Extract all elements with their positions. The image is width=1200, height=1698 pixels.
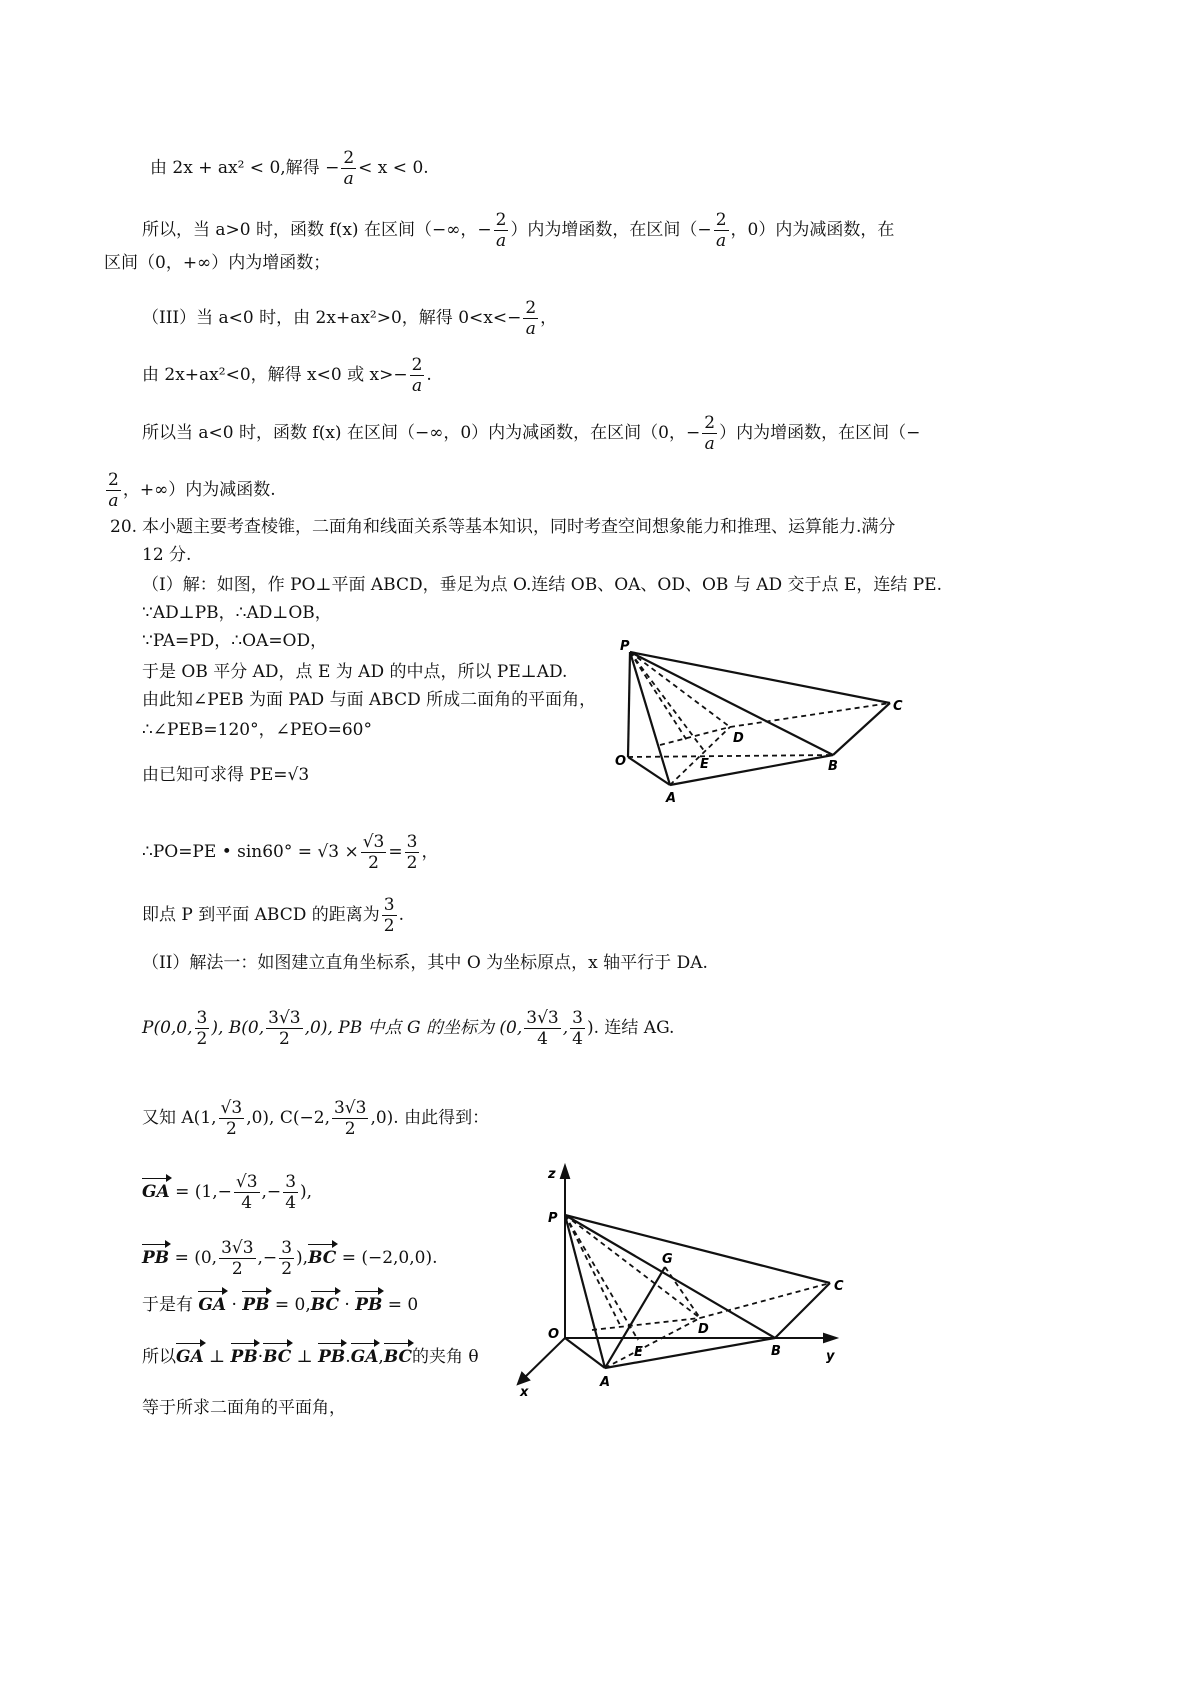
fraction: $\frac{2}{a}$: [704, 413, 716, 454]
part3-line2: 由 2x+ax²<0，解得 x<0 或 x>− $\frac{2}{a}$ .: [142, 355, 432, 396]
fig1-label-c: C: [893, 699, 903, 714]
fig2-label-o: O: [548, 1327, 560, 1342]
fig1-label-b: B: [828, 759, 838, 774]
fraction: $\frac{√3}{2}$: [220, 1098, 243, 1139]
fig1-label-d: D: [733, 731, 744, 746]
fraction: $\frac{√3}{2}$: [362, 832, 385, 873]
fig1-label-a: A: [666, 791, 677, 806]
q20-step1: （I）解：如图，作 PO⊥平面 ABCD，垂足为点 O.连结 OB、OA、OD、OB 与 AD 交于点 E，连结 PE.: [142, 575, 942, 595]
part2-line3: 区间（0，+∞）内为增函数；: [104, 253, 331, 273]
fig2-label-b: B: [771, 1344, 781, 1359]
fig1-label-p: P: [620, 639, 630, 654]
q20-step3: ∵PA=PD，∴OA=OD，: [142, 631, 328, 651]
fraction: $\frac{3√3}{2}$: [221, 1238, 254, 1279]
part3-line3: 所以当 a<0 时，函数 f(x) 在区间（−∞，0）内为减函数，在区间（0，− $\frac{2}{a}$ ）内为增函数，在区间（−: [142, 413, 921, 454]
q20-step5: 由此知∠PEB 为面 PAD 与面 ABCD 所成二面角的平面角，: [142, 690, 597, 710]
part2-line2: 所以，当 a>0 时，函数 f(x) 在区间（−∞，− $\frac{2}{a}$ ）内为增函数，在区间（− $\frac{2}{a}$ ，0）内为减函数，在: [142, 210, 895, 251]
fig2-label-e: E: [634, 1345, 643, 1360]
fraction: $\frac{2}{a}$: [108, 470, 119, 511]
q20-method1: （II）解法一：如图建立直角坐标系，其中 O 为坐标原点，x 轴平行于 DA.: [142, 953, 708, 973]
fraction: $\frac{3}{4}$: [285, 1172, 297, 1213]
q20-conclusion: 等于所求二面角的平面角，: [142, 1398, 346, 1418]
perpendicular-statement: 所以GA ⊥ PB·BC ⊥ PB.GA,BC的夹角 θ: [142, 1347, 479, 1367]
fig2-label-g: G: [662, 1252, 673, 1267]
q20-step2: ∵AD⊥PB，∴AD⊥OB，: [142, 603, 332, 623]
fraction: $\frac{2}{a}$: [715, 210, 727, 251]
fig1-label-o: O: [615, 754, 627, 769]
fig2-label-p: P: [548, 1211, 558, 1226]
part3-line1: （III）当 a<0 时，由 2x+ax²>0，解得 0<x<− $\frac{2}{a}$ ，: [142, 298, 558, 339]
fig2-label-c: C: [834, 1279, 844, 1294]
fraction: $\frac{3}{2}$: [383, 895, 395, 936]
fraction: $\frac{3}{2}$: [406, 832, 418, 873]
fraction: $\frac{3}{2}$: [281, 1238, 293, 1279]
q20-step6: ∴∠PEB=120°，∠PEO=60°: [142, 720, 372, 740]
fig2-label-x: x: [520, 1385, 529, 1400]
fig2-label-y: y: [826, 1349, 835, 1364]
fraction: $\frac{3√3}{2}$: [333, 1098, 367, 1139]
q20-number: 20.: [110, 517, 138, 537]
vector-ga: GA = (1,− $\frac{√3}{4}$ ,− $\frac{3}{4}$ ),: [142, 1172, 313, 1213]
part3-line4: $\frac{2}{a}$ ，+∞）内为减函数.: [108, 470, 276, 511]
q20-intro: 本小题主要考查棱锥，二面角和线面关系等基本知识，同时考查空间想象能力和推理、运算能力.满分: [142, 517, 896, 537]
vector-pb-bc: PB = (0, $\frac{3√3}{2}$ ,− $\frac{3}{2}$ ),BC = (−2,0,0).: [142, 1238, 438, 1279]
q20-coords-ac: 又知 A(1, $\frac{√3}{2}$ ,0), C(−2, $\frac{3√3}{2}$ ,0). 由此得到：: [142, 1098, 490, 1139]
q20-coords-pbg: P(0,0, $\frac{3}{2}$ ), B(0, $\frac{3√3}{2}$ ,0), PB 中点 G 的坐标为 (0, $\frac{3√3}{4}$ , $\frac{3}{4}$ ). 连结 AG.: [142, 1008, 675, 1049]
part2-line1: 由 2x + ax² < 0,解得 − $\frac{2}{a}$ < x < 0.: [150, 148, 429, 189]
fraction: $\frac{2}{a}$: [411, 355, 423, 396]
fig1-label-e: E: [700, 757, 709, 772]
fraction: $\frac{3√3}{4}$: [526, 1008, 559, 1049]
fraction: $\frac{2}{a}$: [495, 210, 507, 251]
fraction: $\frac{3√3}{2}$: [268, 1008, 301, 1049]
q20-step8: ∴PO=PE • sin60° = √3 × $\frac{√3}{2}$ = $\frac{3}{2}$ ，: [142, 832, 439, 873]
q20-step7: 由已知可求得 PE=√3: [142, 765, 310, 785]
q20-score: 12 分.: [142, 545, 192, 565]
fig2-label-d: D: [698, 1322, 709, 1337]
fig2-label-a: A: [600, 1375, 611, 1390]
fraction: $\frac{2}{a}$: [343, 148, 355, 189]
fig2-label-z: z: [548, 1167, 556, 1182]
fraction: $\frac{3}{4}$: [572, 1008, 583, 1049]
fraction: $\frac{2}{a}$: [525, 298, 537, 339]
q20-step9: 即点 P 到平面 ABCD 的距离为 $\frac{3}{2}$ .: [142, 895, 405, 936]
q20-step4: 于是 OB 平分 AD，点 E 为 AD 的中点，所以 PE⊥AD.: [142, 662, 568, 682]
fraction: $\frac{3}{2}$: [196, 1008, 208, 1049]
dot-products: 于是有 GA · PB = 0,BC · PB = 0: [142, 1295, 419, 1315]
fraction: $\frac{√3}{4}$: [235, 1172, 258, 1213]
